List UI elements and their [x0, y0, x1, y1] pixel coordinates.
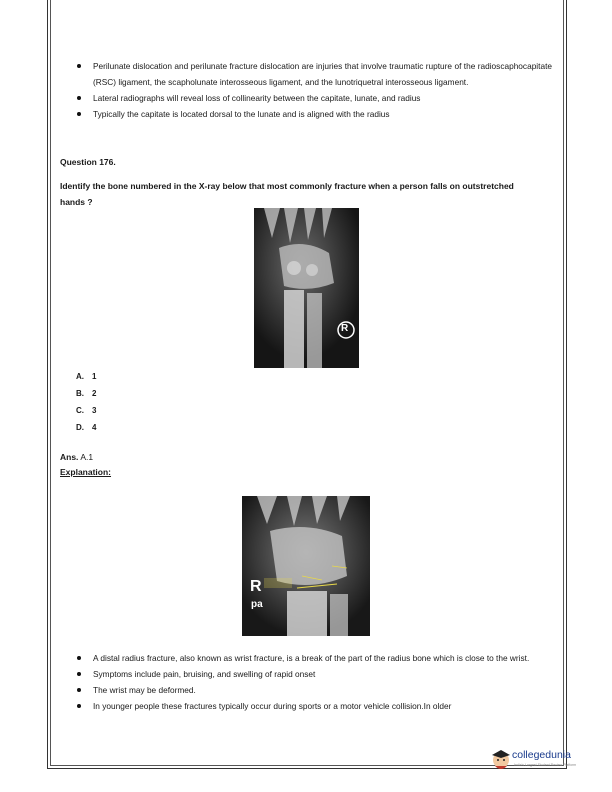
list-item: Symptoms include pain, bruising, and swelling of rapid onset — [60, 666, 552, 682]
xray-view-label: pa — [251, 599, 263, 610]
answer-line — [60, 452, 93, 462]
question-text: Identify the bone numbered in the X-ray below that most commonly fracture when a person falls on outstretched hands ? — [60, 181, 514, 207]
bullet-icon — [77, 672, 81, 676]
xray-image-explanation — [242, 496, 370, 636]
option-d: D. 4 — [76, 423, 97, 432]
list-item: In younger people these fractures typically occur during sports or a motor vehicle collision.In older — [60, 698, 552, 714]
bullet-icon — [77, 112, 81, 116]
mascot-icon — [490, 748, 512, 772]
option-b: B. 2 — [76, 389, 97, 398]
xray-side-marker: R — [341, 323, 349, 334]
bullet-icon — [77, 64, 81, 68]
xray-side-marker: R — [250, 578, 262, 595]
answer-options — [76, 371, 96, 439]
option-c: C. 3 — [76, 406, 97, 415]
bullet-icon — [77, 656, 81, 660]
question-title: Question 176. — [60, 157, 116, 167]
answer-value: A.1 — [80, 452, 94, 462]
logo-tagline: India's Largest Student Review Platform — [514, 763, 577, 767]
bottom-bullets — [60, 650, 552, 714]
bullet-icon — [77, 688, 81, 692]
bullet-icon — [77, 704, 81, 708]
list-item: Lateral radiographs will reveal loss of collinearity between the capitate, lunate, and radius — [60, 90, 552, 106]
explanation-heading: Explanation: — [60, 467, 112, 477]
option-a: A. 1 — [76, 372, 97, 381]
list-item: Typically the capitate is located dorsal to the lunate and is aligned with the radius — [60, 106, 552, 122]
top-bullets — [60, 58, 552, 122]
logo-brand: collegedunia — [512, 749, 571, 761]
xray-image-question — [254, 208, 359, 368]
bullet-icon — [77, 96, 81, 100]
list-item: A distal radius fracture, also known as wrist fracture, is a break of the part of the radius bone which is close to the wrist. — [60, 650, 552, 666]
answer-label: Ans. — [60, 452, 79, 462]
collegedunia-logo — [490, 748, 590, 774]
list-item: Perilunate dislocation and perilunate fracture dislocation are injuries that involve traumatic rupture of the radioscaphocapitate (RSC) ligament, the scapholunate interosseous ligament, and the lunotriquetral interosseous ligament. — [60, 58, 552, 90]
list-item: The wrist may be deformed. — [60, 682, 552, 698]
